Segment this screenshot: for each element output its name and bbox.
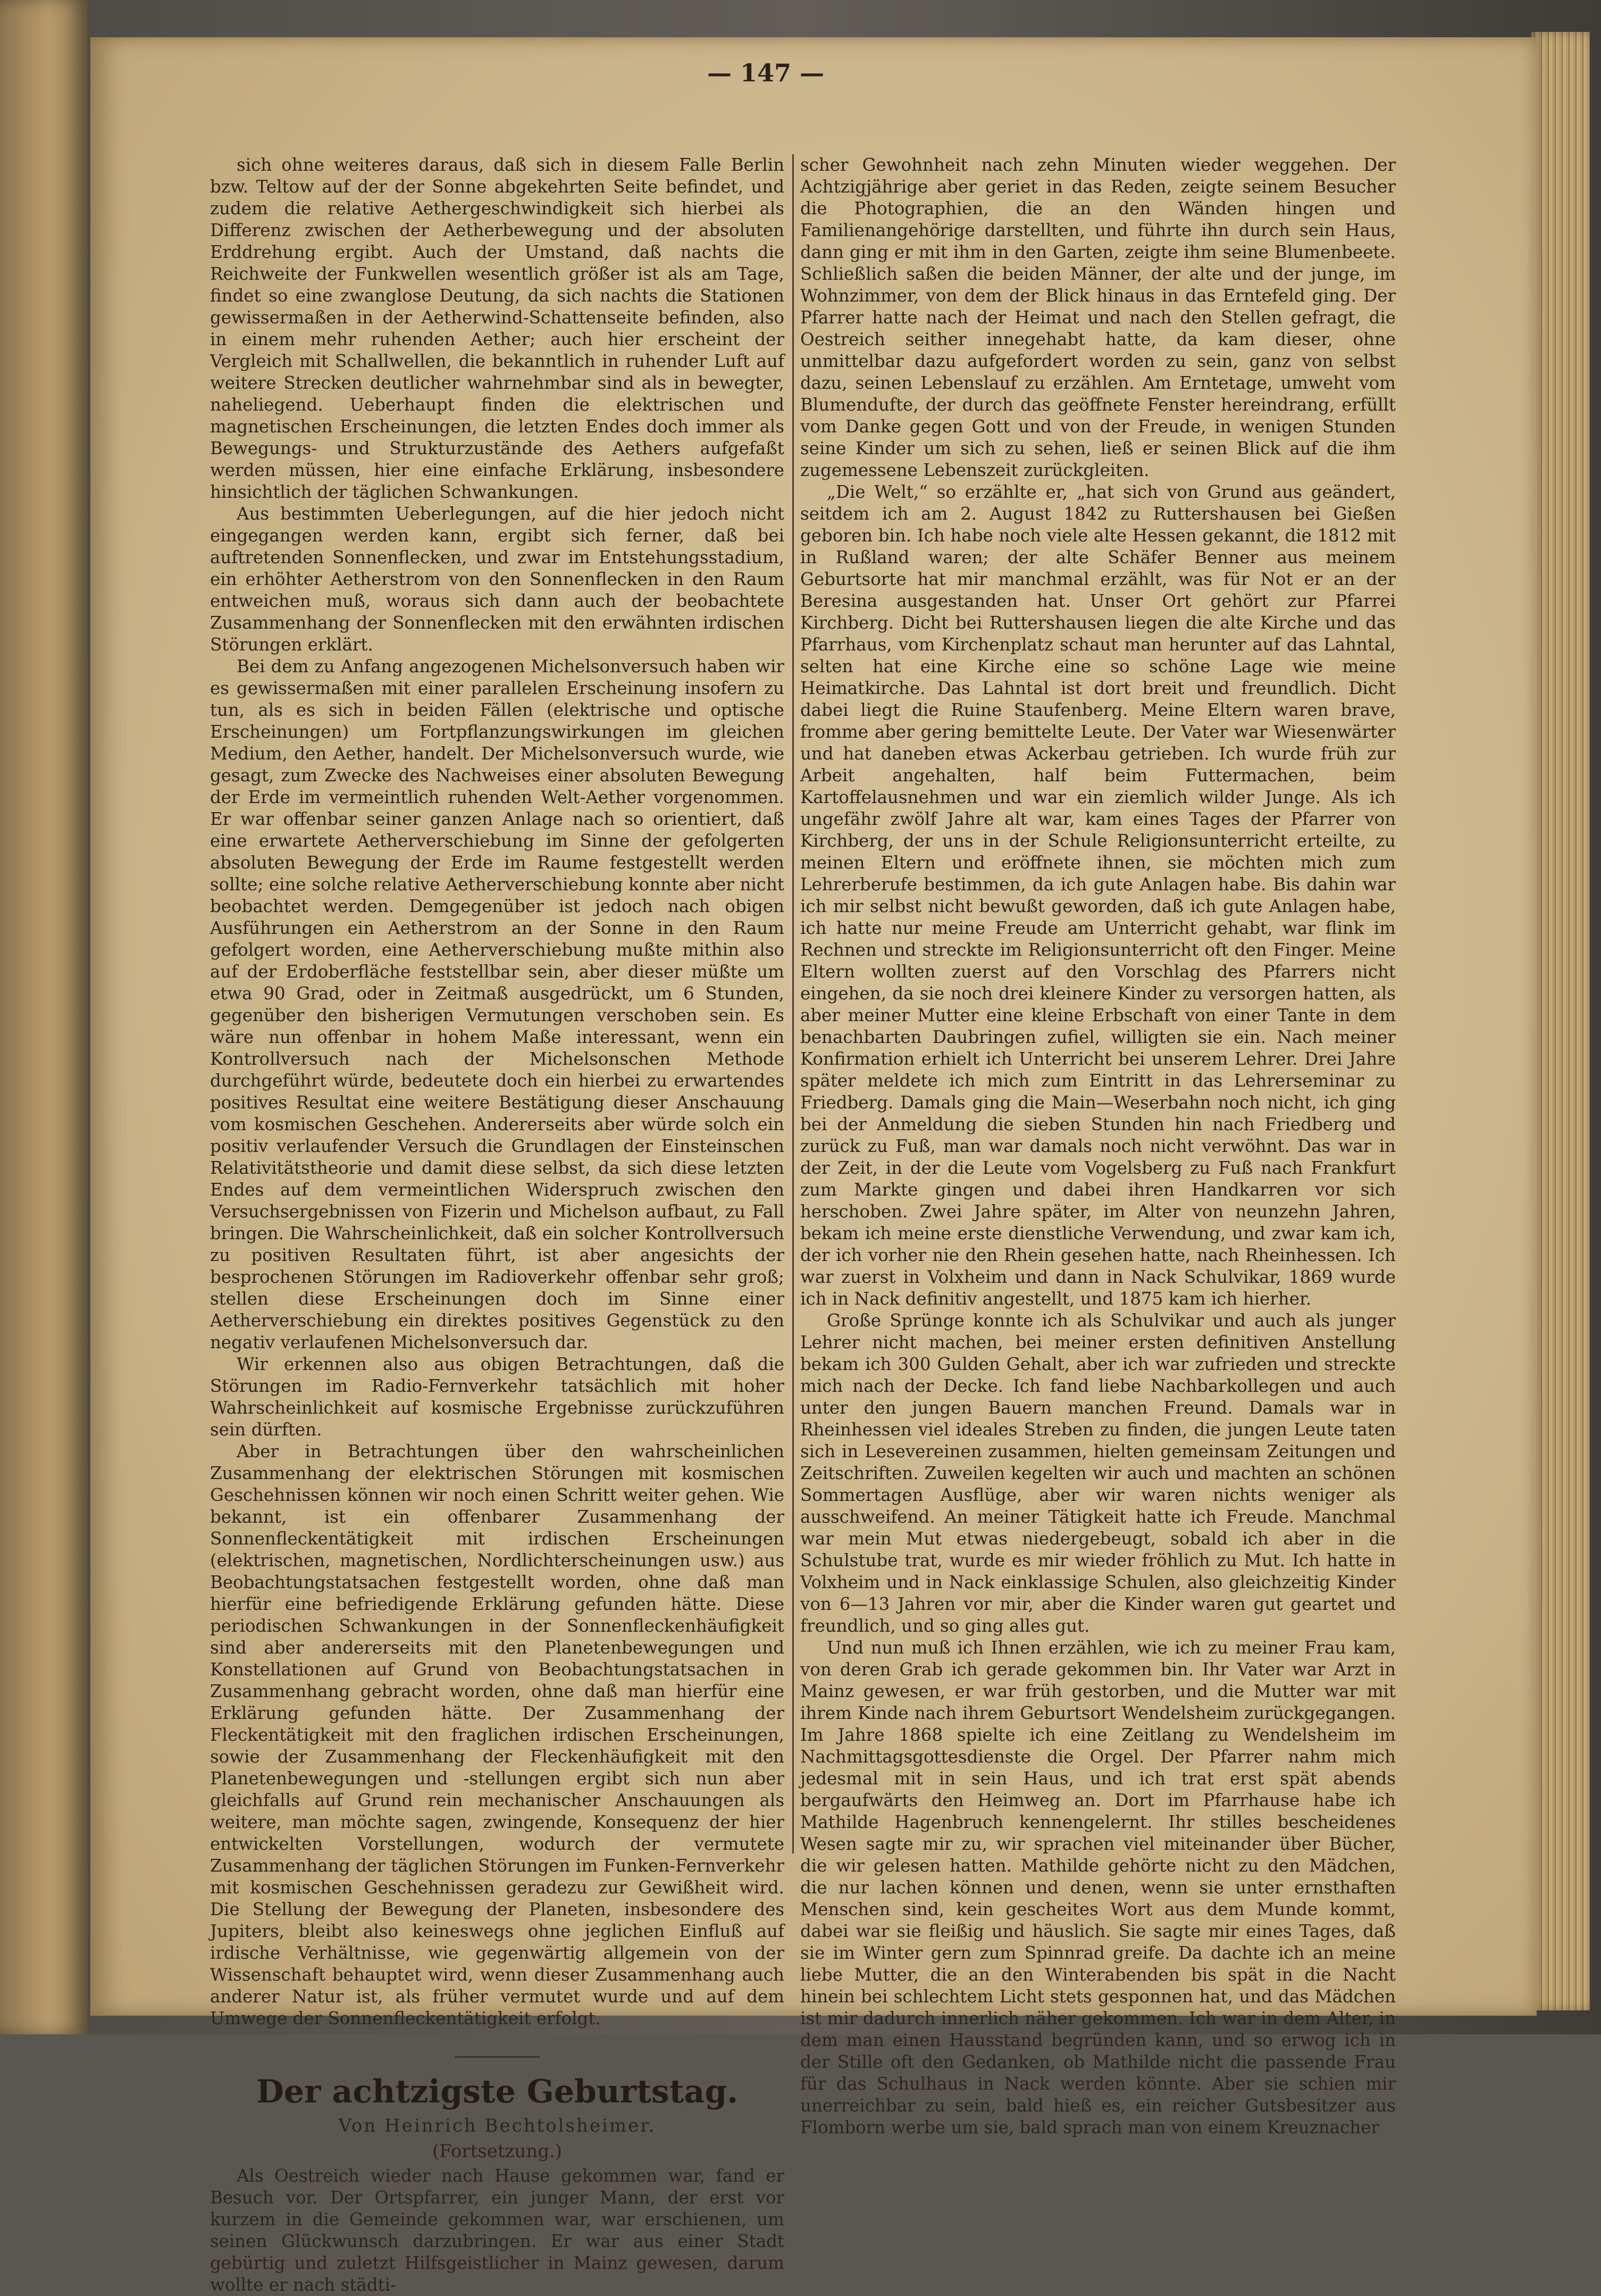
left-paragraph: Aber in Betrachtungen über den wahrscheinlichen Zusammenhang der elektrischen Störungen mit kosmischen Geschehnissen können wir noch einen Schritt weiter gehen. Wie bekannt, ist ein offenbarer Zusammenhang der Sonnenfleckentätigkeit mit irdischen Erscheinungen (elektrischen, magnetischen, Nordlichterscheinungen usw.) aus Beobachtungstatsachen festgestellt worden, ohne daß man hierfür eine befriedigende Erklärung gefunden hätte. Diese periodischen Schwankungen in der Sonnenfleckenhäufigkeit sind aber andererseits mit den Planetenbewegungen und Konstellationen auf Grund von Beobachtungstatsachen in Zusammenhang gebracht worden, ohne daß man hierfür eine Erklärung gefunden hätte. Der Zusammenhang der Fleckentätigkeit mit den fraglichen irdischen Erscheinungen, sowie der Zusammenhang der Fleckenhäufigkeit mit den Planetenbewegungen und -stellungen ergibt sich nun aber gleichfalls auf Grund rein mechanischer Anschauungen als weitere, man möchte sagen, zwingende, Konsequenz der hier entwickelten Vorstellungen, wodurch der vermutete Zusammenhang der täglichen Störungen im Funken-Fernverkehr mit kosmischen Geschehnissen geradezu zur Gewißheit wird. Die Stellung der Bewegung der Planeten, insbesondere des Jupiters, bleibt also keineswegs ohne jeglichen Einfluß auf irdische Verhältnisse, wie gegenwärtig allgemein von der Wissenschaft behauptet wird, wenn dieser Zusammenhang auch anderer Natur ist, als früher vermutet wurde und auf dem Umwege der Sonnenfleckentätigkeit erfolgt. bbox=[210, 1441, 784, 2028]
right-paragraph: Und nun muß ich Ihnen erzählen, wie ich zu meiner Frau kam, von deren Grab ich gerade gekommen bin. Ihr Vater war Arzt in Mainz gewesen, er war früh gestorben, und die Mutter war mit ihrem Kinde nach ihrem Geburtsort Wendelsheim zurückgegangen. Im Jahre 1868 spielte ich eine Zeitlang zu Wendelsheim im Nachmittagsgottesdienste die Orgel. Der Pfarrer nahm mich jedesmal mit in sein Haus, und ich trat erst spät abends bergaufwärts den Heimweg an. Dort im Pfarrhause habe ich Mathilde Hagenbruch kennengelernt. Ihr stilles bescheidenes Wesen sagte mir zu, wir sprachen viel miteinander über Bücher, die wir gelesen hatten. Mathilde gehörte nicht zu den Mädchen, die nur lachen können und denen, wenn sie unter ernsthaften Menschen sind, kein gescheites Wort aus dem Munde kommt, dabei war sie fleißig und häuslich. Sie sagte mir eines Tages, daß sie im Winter gern zum Spinnrad greife. Da dachte ich an meine liebe Mutter, die an den Winterabenden bis spät in die Nacht hinein bei schlechtem Licht stets gesponnen hat, und das Mädchen ist mir dadurch innerlich näher gekommen. Ich war in dem Alter, in dem man einen Hausstand begründen kann, und so erwog ich in der Stille oft den Gedanken, ob Mathilde nicht die passende Frau für das Schulhaus in Nack werden könnte. Aber sie schien mir unerreichbar zu sein, bald hieß es, ein reicher Gutsbesitzer aus Flomborn werbe um sie, bald sprach man von einem Kreuznacher bbox=[800, 1638, 1396, 2138]
left-paragraph: Bei dem zu Anfang angezogenen Michelsonversuch haben wir es gewissermaßen mit einer parallelen Erscheinung insofern zu tun, als es sich in beiden Fällen (elektrische und optische Erscheinungen) um Fortpflanzungswirkungen im gleichen Medium, den Aether, handelt. Der Michelsonversuch wurde, wie gesagt, zum Zwecke des Nachweises einer absoluten Bewegung der Erde im vermeintlich ruhenden Welt-Aether vorgenommen. Er war offenbar seiner ganzen Anlage nach so orientiert, daß eine erwartete Aetherverschiebung im Sinne der gefolgerten absoluten Bewegung der Erde im Raume festgestellt werden sollte; eine solche relative Aetherverschiebung konnte aber nicht beobachtet werden. Demgegenüber ist jedoch nach obigen Ausführungen ein Aetherstrom an der Sonne in den Raum gefolgert worden, eine Aetherverschiebung mußte mithin also auf der Erdoberfläche feststellbar sein, aber dieser müßte um etwa 90 Grad, oder in Zeitmaß ausgedrückt, um 6 Stunden, gegenüber den bisherigen Vermutungen verschoben sein. Es wäre nun offenbar in hohem Maße interessant, wenn ein Kontrollversuch nach der Michelsonschen Methode durchgeführt würde, bedeutete doch ein hierbei zu erwartendes positives Resultat eine weitere Bestätigung dieser Anschauung vom kosmischen Geschehen. Andererseits aber würde solch ein positiv verlaufender Versuch die Grundlagen der Einsteinschen Relativitätstheorie und damit diese selbst, da sich diese letzten Endes auf dem vermeintlichen Widerspruch zwischen den Versuchsergebnissen von Fizerin und Michelson aufbaut, zu Fall bringen. Die Wahrscheinlichkeit, daß ein solcher Kontrollversuch zu positiven Resultaten führt, ist aber angesichts der besprochenen Störungen im Radioverkehr offenbar sehr groß; stellen diese Erscheinungen doch im Sinne einer Aetherverschiebung ein direktes positives Gegenstück zu den negativ verlaufenen Michelsonversuch dar. bbox=[210, 656, 784, 1352]
left-paragraph: Aus bestimmten Ueberlegungen, auf die hier jedoch nicht eingegangen werden kann, ergibt sich ferner, daß bei auftretenden Sonnenflecken, und zwar im Entstehungsstadium, ein erhöhter Aetherstrom von den Sonnenflecken in den Raum entweichen muß, woraus sich dann auch der beobachtete Zusammenhang der Sonnenflecken mit den erwähnten irdischen Störungen erklärt. bbox=[210, 504, 784, 655]
right-column bbox=[800, 154, 1396, 2139]
right-paragraph: „Die Welt,“ so erzählte er, „hat sich von Grund aus geändert, seitdem ich am 2. August 1842 zu Ruttershausen bei Gießen geboren bin. Ich habe noch viele alte Hessen gekannt, die 1812 mit in Rußland waren; der alte Schäfer Benner aus meinem Geburtsorte hat mir manchmal erzählt, was für Not er an der Beresina ausgestanden hat. Unser Ort gehört zur Pfarrei Kirchberg. Dicht bei Ruttershausen liegen die alte Kirche und das Pfarrhaus, vom Kirchenplatz schaut man herunter auf das Lahntal, selten hat eine Kirche eine so schöne Lage wie meine Heimatkirche. Das Lahntal ist dort breit und freundlich. Dicht dabei liegt die Ruine Staufenberg. Meine Eltern waren brave, fromme aber gering bemittelte Leute. Der Vater war Wiesenwärter und hat daneben etwas Ackerbau getrieben. Ich wurde früh zur Arbeit angehalten, half beim Futtermachen, beim Kartoffelausnehmen und war ein ziemlich wilder Junge. Als ich ungefähr zwölf Jahre alt war, kam eines Tages der Pfarrer von Kirchberg, der uns in der Schule Religionsunterricht erteilte, zu meinen Eltern und eröffnete ihnen, sie möchten mich zum Lehrerberufe bestimmen, da ich gute Anlagen habe. Bis dahin war ich mir selbst nicht bewußt geworden, daß ich gute Anlagen habe, ich hatte nur meine Freude am Unterricht gehabt, war flink im Rechnen und streckte im Religionsunterricht oft den Finger. Meine Eltern wollten zuerst auf den Vorschlag des Pfarrers nicht eingehen, da sie noch drei kleinere Kinder zu versorgen hatten, als aber meiner Mutter eine kleine Erbschaft von einer Tante in dem benachbarten Daubringen zufiel, willigten sie ein. Nach meiner Konfirmation erhielt ich Unterricht bei unserem Lehrer. Drei Jahre später meldete ich mich zum Eintritt in das Lehrerseminar zu Friedberg. Damals ging die Main—Weserbahn noch nicht, ich ging bei der Anmeldung die sieben Stunden hin nach Friedberg und zurück zu Fuß, man war damals noch nicht verwöhnt. Das war in der Zeit, in der die Leute vom Vogelsberg zu Fuß nach Frankfurt zum Markte gingen und dabei ihren Handkarren vor sich herschoben. Zwei Jahre später, im Alter von neunzehn Jahren, bekam ich meine erste dienstliche Verwendung, und zwar kam ich, der ich vorher nie den Rhein gesehen hatte, nach Rheinhessen. Ich war zuerst in Volxheim und dann in Nack Schulvikar, 1869 wurde ich in Nack definitiv angestellt, und 1875 kam ich hierher. bbox=[800, 482, 1396, 1309]
story-author: Von Heinrich Bechtolsheimer. bbox=[338, 2115, 656, 2136]
left-column bbox=[210, 154, 784, 2296]
section-divider bbox=[455, 2056, 540, 2058]
left-paragraph: Wir erkennen also aus obigen Betrachtungen, daß die Störungen im Radio-Fernverkehr tatsächlich mit hoher Wahrscheinlichkeit auf kosmische Ergebnisse zurückzuführen sein dürften. bbox=[210, 1354, 784, 1440]
story-title: Der achtzigste Geburtstag. bbox=[256, 2073, 739, 2110]
page-stack-edge bbox=[1531, 32, 1590, 2010]
right-paragraph: scher Gewohnheit nach zehn Minuten wieder weggehen. Der Achtzigjährige aber geriet in das Reden, zeigte seinem Besucher die Photographien, die an den Wänden hingen und Familienangehörige darstellten, und führte ihn durch sein Haus, dann ging er mit ihm in den Garten, zeigte ihm seine Blumenbeete. Schließlich saßen die beiden Männer, der alte und der junge, im Wohnzimmer, von dem der Blick hinaus in das Erntefeld ging. Der Pfarrer hatte nach der Heimat und nach den Stellen gefragt, die Oestreich seither innegehabt hatte, da kam dieser, ohne unmittelbar dazu aufgefordert worden zu sein, ganz von selbst dazu, seinen Lebenslauf zu erzählen. Am Erntetage, umweht vom Blumendufte, der durch das geöffnete Fenster hereindrang, erfüllt vom Danke gegen Gott und von der Freude, in wenigen Stunden seine Kinder um sich zu sehen, ließ er seinen Blick auf die ihm zugemessene Lebenszeit zurückgleiten. bbox=[800, 155, 1396, 480]
right-paragraph: Große Sprünge konnte ich als Schulvikar und auch als junger Lehrer nicht machen, bei meiner ersten definitiven Anstellung bekam ich 300 Gulden Gehalt, aber ich war zufrieden und streckte mich nach der Decke. Ich fand liebe Nachbarkollegen und auch unter den jungen Bauern manchen Freund. Damals war in Rheinhessen viel ideales Streben zu finden, die jungen Leute taten sich in Lesevereinen zusammen, hielten gemeinsam Zeitungen und Zeitschriften. Zuweilen kegelten wir auch und machten an schönen Sommertagen Ausflüge, aber wir waren nichts weniger als ausschweifend. An meiner Tätigkeit hatte ich Freude. Manchmal war mein Mut etwas niedergebeugt, sobald ich aber in die Schulstube trat, wurde es mir wieder fröhlich zu Mut. Ich hatte in Volxheim und in Nack einklassige Schulen, also gleichzeitig Kinder von 6—13 Jahren vor mir, aber die Kinder waren gut geartet und freundlich, und so ging alles gut. bbox=[800, 1310, 1396, 1636]
story-paragraph: Als Oestreich wieder nach Hause gekommen war, fand er Besuch vor. Der Ortspfarrer, ein junger Mann, der erst vor kurzem in die Gemeinde gekommen war, war erschienen, um seinen Glückwunsch darzubringen. Er war aus einer Stadt gebürtig und zuletzt Hilfsgeistlicher in Mainz gewesen, darum wollte er nach städti- bbox=[210, 2166, 784, 2295]
page-number: — 147 — bbox=[707, 59, 825, 87]
left-paragraph: sich ohne weiteres daraus, daß sich in diesem Falle Berlin bzw. Teltow auf der der Sonne abgekehrten Seite befindet, und zudem die relative Aethergeschwindigkeit sich hierbei als Differenz zwischen der Aetherbewegung und der absoluten Erddrehung ergibt. Auch der Umstand, daß nachts die Reichweite der Funkwellen wesentlich größer ist als am Tage, findet so eine zwanglose Deutung, da sich nachts die Stationen gewissermaßen in der Aetherwind-Schattenseite befinden, also in einem mehr ruhenden Aether; auch hier erscheint der Vergleich mit Schallwellen, die bekanntlich in ruhender Luft auf weitere Strecken deutlicher wahrnehmbar sind als in bewegter, naheliegend. Ueberhaupt finden die elektrischen und magnetischen Erscheinungen, die letzten Endes doch immer als Bewegungs- und Strukturzustände des Aethers aufgefaßt werden müssen, hier eine einfache Erklärung, insbesondere hinsichtlich der täglichen Schwankungen. bbox=[210, 155, 784, 502]
left-page-edge bbox=[0, 0, 88, 2034]
story-continuation-note: (Fortsetzung.) bbox=[432, 2141, 563, 2162]
column-divider bbox=[792, 154, 794, 1854]
